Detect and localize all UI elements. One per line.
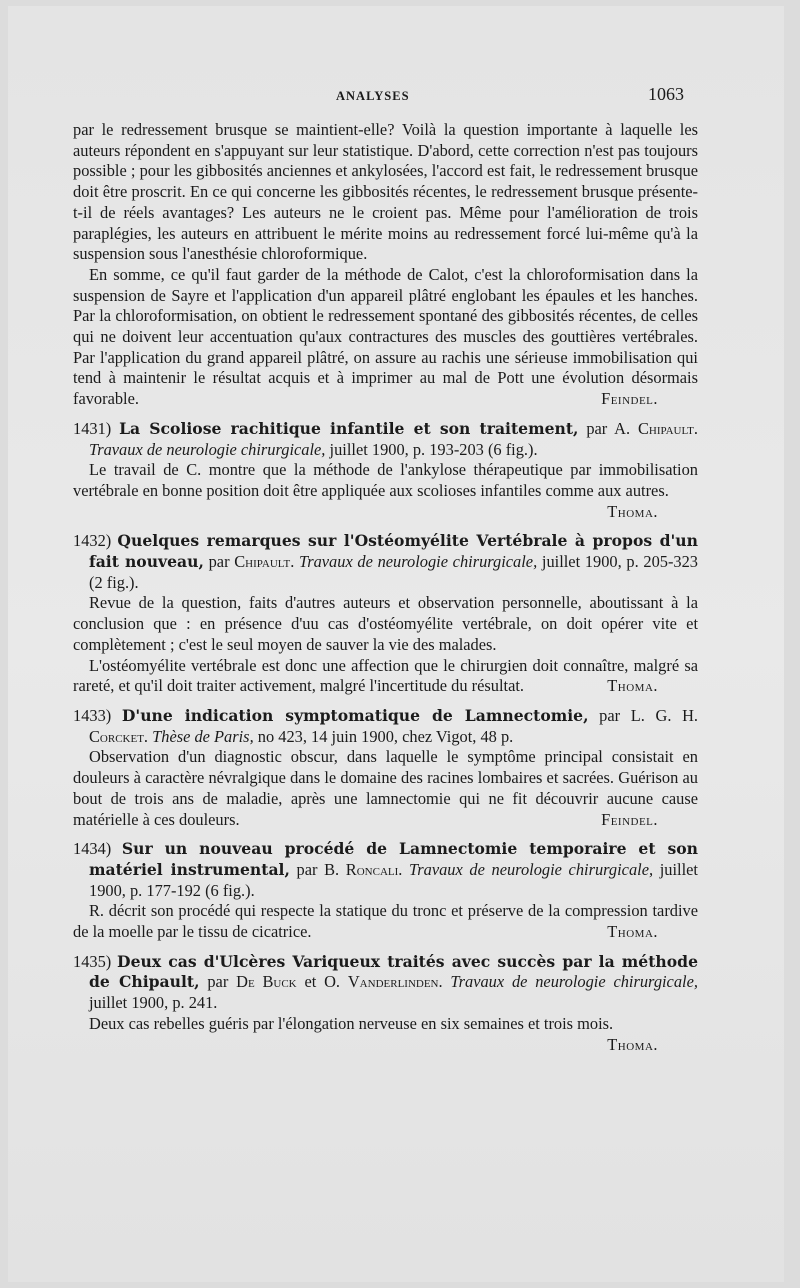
entry-heading: 1432) Quelques remarques sur l'Ostéomyélite Vertébrale à propos d'un fait nouveau, par Chipault. Travaux de neurologie chirurgicale, juillet 1900, p. 205-323 (2 fig.).	[73, 531, 698, 592]
entry-author: Chipault.	[234, 552, 295, 572]
entry-1435	[73, 952, 698, 1056]
intro-paragraph-2: En somme, ce qu'il faut garder de la méthode de Calot, c'est la chloroformisation dans la suspension de Sayre et l'application d'un appareil plâtré englobant les épaules et les hanches. Par la chloroformisation, on obtient le redressement spontané des gibbosités récentes, de celles qui ne doivent leur accentuation qu'aux contractures des muscles des gouttières vertébrales. Par l'application du grand appareil plâtré, on assure au rachis une sérieuse immobilisation qui tend à maintenir le résultat acquis et à imprimer au mal de Pott une évolution désormais favorable. Feindel.	[73, 264, 698, 409]
entry-heading: 1435) Deux cas d'Ulcères Variqueux traités avec succès par la méthode de Chipault, par De Buck et O. Vanderlinden. Travaux de neurologie chirurgicale, juillet 1900, p. 241.	[73, 951, 698, 1013]
section-title: ANALYSES	[336, 89, 410, 103]
entry-1433	[73, 706, 698, 830]
entry-body: Observation d'un diagnostic obscur, dans laquelle le symptôme principal consistait en douleurs à caractère névralgique dans le domaine des racines lombaires et sacrées. Guérison au bout de trois ans de maladie, après une lamnectomie qui ne fit découvrir aucune cause matérielle à ces douleurs. Feindel.	[73, 747, 698, 829]
entry-title: Quelques remarques sur l'Ostéomyélite Vertébrale à propos d'un fait nouveau,	[89, 531, 698, 572]
intro-paragraph-1: par le redressement brusque se maintient-elle? Voilà la question importante à laquelle les auteurs répondent en s'appuyant sur leur statistique. D'abord, cette correction n'est pas toujours possible ; pour les gibbosités anciennes et ankylosées, l'accord est fait, le redressement brusque doit être proscrit. En ce qui concerne les gibbosités récentes, le redressement brusque présente-t-il de réels avantages? Les auteurs ne le croient pas. Même pour l'amélioration de trois paraplégies, les auteurs en attribuent le mérite moins au redressement forcé lui-même qu'à la suspension sous l'anesthésie chloroformique.	[73, 120, 698, 264]
entry-heading: 1431) La Scoliose rachitique infantile et son traitement, par A. Chipault. Travaux de neurologie chirurgicale, juillet 1900, p. 193-203 (6 fig.).	[73, 418, 698, 459]
entry-heading: 1434) Sur un nouveau procédé de Lamnectomie temporaire et son matériel instrumental, par B. Roncali. Travaux de neurologie chirurgicale, juillet 1900, p. 177-192 (6 fig.).	[73, 839, 698, 900]
entry-journal: Travaux de neurologie chirurgicale,	[89, 439, 326, 459]
entry-1431	[73, 419, 698, 523]
entry-body: Le travail de C. montre que la méthode de l'ankylose thérapeutique par immobilisation vertébrale en bonne position doit être appliquée aux scolioses infantiles comme aux autres. Thoma.	[73, 460, 698, 521]
entry-body: R. décrit son procédé qui respecte la statique du tronc et préserve de la compression tardive de la moelle par le tissu de cicatrice. Thoma.	[73, 901, 698, 942]
signature: Thoma.	[607, 501, 658, 521]
signature: Feindel.	[601, 389, 658, 409]
entry-journal: Travaux de neurologie chirurgicale,	[299, 552, 538, 572]
entry-body: Revue de la question, faits d'autres auteurs et observation personnelle, aboutissant à la conclusion que : en présence d'uu cas d'ostéomyélite vertébrale, on doit opérer vite et complètement ; c'est le seul moyen de sauver la vie des malades.	[73, 593, 698, 654]
entry-author: Corcket.	[89, 726, 149, 746]
signature: Thoma.	[607, 676, 658, 696]
page-number: 1063	[648, 84, 684, 104]
entry-1432	[73, 531, 698, 697]
entry-number: 1433)	[73, 705, 112, 725]
signature: Feindel.	[601, 809, 658, 829]
running-header	[0, 84, 800, 108]
entry-title: Sur un nouveau procédé de Lamnectomie temporaire et son matériel instrumental,	[89, 839, 698, 879]
signature: Thoma.	[607, 922, 658, 942]
entry-title: Deux cas d'Ulcères Variqueux traités avec succès par la méthode de Chipault,	[89, 951, 698, 992]
entry-heading: 1433) D'une indication symptomatique de Lamnectomie, par L. G. H. Corcket. Thèse de Paris, no 423, 14 juin 1900, chez Vigot, 48 p.	[73, 705, 699, 746]
entry-author: Chipault.	[637, 418, 698, 438]
signature: Thoma.	[607, 1034, 658, 1054]
entry-title: La Scoliose rachitique infantile et son traitement,	[119, 418, 579, 438]
entry-body: Deux cas rebelles guéris par l'élongation nerveuse en six semaines et trois mois. Thoma.	[89, 1013, 658, 1054]
entry-number: 1432)	[73, 531, 112, 551]
entry-number: 1434)	[73, 839, 112, 859]
entry-journal: Travaux de neurologie chirurgicale,	[450, 972, 698, 992]
entry-author-2: Vanderlinden.	[347, 972, 443, 992]
entry-body-2: L'ostéomyélite vertébrale est donc une affection que le chirurgien doit connaître, malgré sa rareté, et qu'il doit traiter activement, malgré l'incertitude du résultat. Thoma.	[73, 655, 698, 696]
entry-1434	[73, 839, 698, 943]
entry-number: 1435)	[73, 951, 112, 971]
entry-author: De Buck	[236, 972, 297, 992]
entry-author: Roncali.	[345, 859, 403, 879]
entry-journal: Thèse de Paris,	[152, 726, 254, 746]
entry-number: 1431)	[73, 418, 112, 438]
entry-journal: Travaux de neurologie chirurgicale,	[409, 859, 654, 879]
article-body	[73, 120, 698, 1055]
entry-title: D'une indication symptomatique de Lamnectomie,	[121, 705, 589, 725]
